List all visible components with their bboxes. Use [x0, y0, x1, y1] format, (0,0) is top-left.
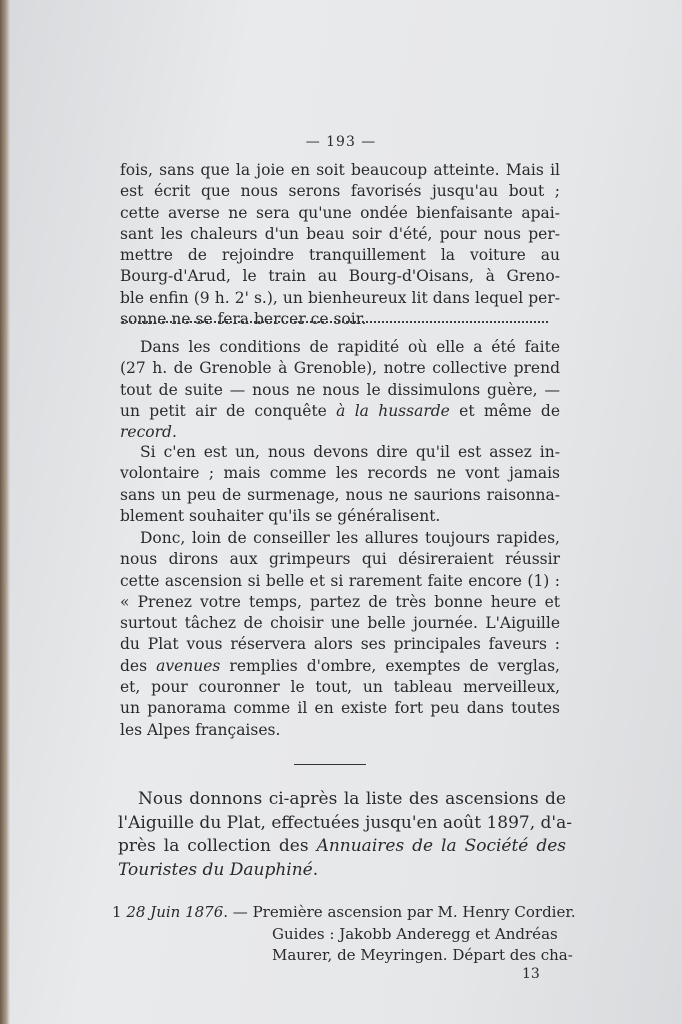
text-line: tout de suite — nous ne nous le dissimulons guère, — [120, 380, 560, 399]
footnote-date: 28 Juin 1876 [126, 903, 224, 921]
text-line: surtout tâchez de choisir une belle journée. L'Aiguille [120, 614, 560, 633]
text-line: cette averse ne sera qu'une ondée bienfaisante apai- [120, 203, 560, 222]
text-segment: un petit air de conquête [120, 401, 327, 420]
footnote-text: Première ascension par M. Henry Cordier. [252, 903, 576, 921]
section-rule [294, 764, 366, 765]
text-line: mettre de rejoindre tranquillement la voiture au [120, 246, 560, 265]
page-number: — 193 — [305, 134, 377, 150]
text-line: l'Aiguille du Plat, effectuées jusqu'en août 1897, d'a- [118, 812, 572, 833]
text-line: volontaire ; mais comme les records ne vont jamais [120, 464, 560, 483]
text-line: « Prenez votre temps, partez de très bonne heure et [120, 592, 560, 611]
paragraph-3 [120, 442, 560, 527]
text-line: ble enfin (9 h. 2' s.), un bienheureux lit dans lequel per- [120, 288, 560, 307]
footnote-line [112, 902, 576, 924]
text-segment: . [312, 859, 319, 880]
text-line: fois, sans que la joie en soit beaucoup atteinte. Mais il [120, 161, 560, 179]
italic-phrase: Annuaires de la Société des [316, 836, 566, 856]
text-segment: près la collection des [118, 836, 309, 856]
text-line [118, 835, 566, 859]
text-line: Si c'en est un, nous devons dire qu'il est assez in- [140, 443, 560, 461]
text-segment: remplies d'ombre, exemptes de verglas, [229, 656, 560, 675]
footnote-line: Guides : Jakobb Anderegg et Andréas [272, 924, 558, 943]
text-line: Bourg-d'Arud, le train au Bourg-d'Oisans, à Greno- [120, 267, 560, 286]
italic-phrase: à la hussarde [336, 401, 450, 420]
italic-word: avenues [156, 656, 221, 675]
text-line: un panorama comme il en existe fort peu dans toutes [120, 699, 560, 718]
text-segment: et même de [459, 401, 560, 420]
text-line: Dans les conditions de rapidité où elle a été faite [140, 338, 560, 356]
text-line: Donc, loin de conseiller les allures toujours rapides, [140, 529, 560, 547]
text-line [120, 401, 560, 422]
text-line: nous dirons aux grimpeurs qui désireraient réussir [120, 550, 560, 569]
text-line: les Alpes françaises. [120, 720, 281, 739]
text-line: blement souhaiter qu'ils se généralisent. [120, 506, 441, 525]
text-line: Nous donnons ci-après la liste des ascensions de [138, 789, 566, 809]
footnote-number: 1 [112, 903, 122, 921]
text-line [120, 656, 560, 677]
text-segment: . [171, 423, 177, 442]
italic-word: record [120, 423, 172, 442]
text-line: et, pour couronner le tout, un tableau merveilleux, [120, 678, 560, 697]
text-line: (27 h. de Grenoble à Grenoble), notre collective prend [120, 359, 560, 378]
text-line: est écrit que nous serons favorisés jusqu'au bout ; [120, 182, 560, 201]
footnote-dash: . — [223, 903, 248, 921]
text-line: sans un peu de surmenage, nous ne saurions raisonna- [120, 485, 560, 504]
italic-phrase: Touristes du Dauphiné [118, 859, 313, 880]
footnote-line: Maurer, de Meyringen. Départ des cha- [272, 946, 573, 964]
text-line [120, 422, 560, 443]
text-line: sonne ne se fera bercer ce soir. [120, 310, 367, 329]
book-spine [0, 0, 10, 1024]
text-line: sant les chaleurs d'un beau soir d'été, pour nous per- [120, 224, 560, 243]
signature-mark: 13 [522, 966, 540, 982]
paragraph-2 [120, 337, 560, 443]
paragraph-4 [120, 528, 560, 741]
footnote [112, 902, 576, 967]
paragraph-5 [118, 788, 572, 882]
text-segment: des [120, 656, 148, 675]
text-line: du Plat vous réservera alors ses principales faveurs : [120, 635, 560, 654]
text-line: cette ascension si belle et si rarement faite encore (1) : [120, 571, 560, 590]
text-line [118, 859, 566, 883]
paragraph-1 [120, 160, 560, 330]
dotted-separator [122, 317, 548, 323]
